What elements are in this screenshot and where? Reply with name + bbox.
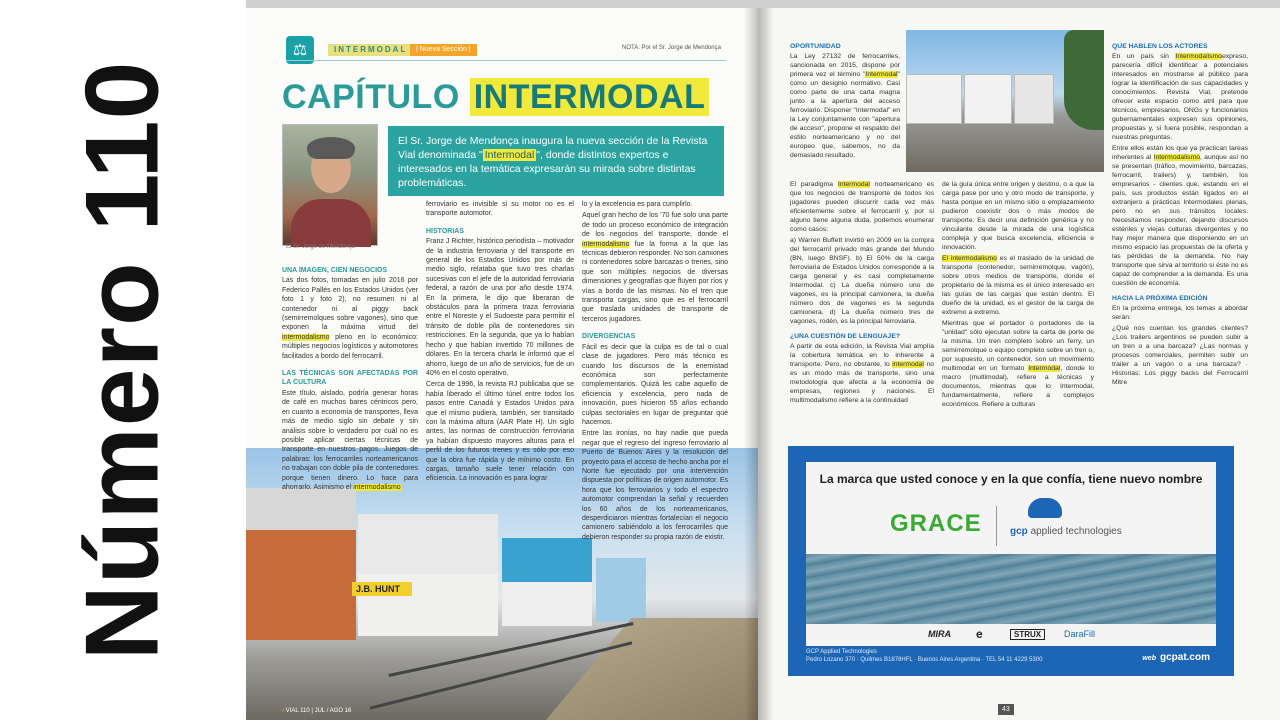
- container-blue: [502, 538, 592, 582]
- gcp-logo: [1010, 526, 1122, 537]
- ad-brand-strip: [806, 624, 1216, 646]
- highlight: Intermodalismo: [1175, 53, 1222, 60]
- heading: QUE HABLEN LOS ACTORES: [1112, 43, 1208, 50]
- left-column-2: [426, 200, 574, 486]
- container-top-left: [246, 488, 356, 532]
- brand-darafill: DaraFill: [1064, 629, 1096, 639]
- author-photo-hair: [307, 137, 355, 159]
- paragraph: [282, 276, 418, 361]
- container-distant: [596, 558, 646, 622]
- paragraph: [1112, 52, 1248, 142]
- chapter-title-prefix: CAPÍTULO: [282, 78, 460, 116]
- ad-divider: [996, 506, 997, 546]
- web-label: web: [1142, 655, 1156, 662]
- paragraph: [1112, 144, 1248, 288]
- ad-website[interactable]: [1142, 652, 1214, 663]
- paragraph: de la guía única entre origen y destino, o a que la carga pase por uno y otro modo de transporte, y hasta porque en un mismo sitio o emplazamiento pudieron coexistir dos o más modos de transporte. Es decir una definición genérica y no vinculante desde la mirada de una logística compleja y que busca excelencia, eficiencia e innovación.: [942, 181, 1094, 251]
- text: es el traslado de la unidad de transporte (contenedor, semirremolque, vagón), sobre otros medios de transporte, donde el propietario de la misma es el único interesado en las guías de las cargas que están dentro. El dueño de la unidad, es el gestor de la carga de extremo a extremo.: [942, 255, 1094, 316]
- paragraph: En la próxima entrega, los temas a abordar serán:: [1112, 305, 1248, 321]
- issue-number-label: [0, 0, 246, 720]
- issue-number-text: Número 110: [64, 60, 181, 660]
- highlight: intermodalismo: [353, 483, 401, 491]
- paragraph: [790, 52, 900, 160]
- text: , aunque así no se presentan (tráfico, movimiento, barcazas, ferrocarril, trailers) y, también, los empresarios - clientes que, estando en el país, sus productos están ligados en el extranjero a prácticas Intermodales plenas, pero no en sus tránsitos locales. Necesitamos responder, dejando discursos estériles y viejas culturas divergentes y no hay mejor manera que disponiendo en un mismo espacio las propuestas de la oferta y las pérdidas de la demanda. No hay transporte que sirva al territorio si éste no es capaz de comprender a la demanda. Es una cuestión de economía.: [1112, 154, 1248, 287]
- heading: OPORTUNIDAD: [790, 43, 841, 50]
- text: no es un modo más de transporte, sino una metodología que afecta a la economía de empresas, regiones y naciones. El multimodalismo refiere a la continuidad: [790, 361, 935, 404]
- gcp-wave-icon: [1028, 498, 1062, 518]
- new-section-badge: | Nueva Sección |: [410, 44, 477, 56]
- text: norteamericano es que los negocios de transporte de todos los jugadores pueden discurrir cada vez más eficientemente sobre el ferrocarril y, por si alguno tiene alguna duda, podemos enumerar como casos:: [790, 181, 934, 233]
- intro-box: [388, 126, 724, 196]
- trailer: [906, 74, 962, 124]
- grace-logo: GRACE: [890, 510, 982, 537]
- paragraph: ferroviario es invisible si su motor no es el transporte automotor.: [426, 201, 574, 218]
- advertisement[interactable]: [788, 446, 1234, 676]
- brand-strux: STRUX: [1010, 629, 1045, 640]
- paragraph: [582, 211, 728, 324]
- text: , donde lo macro (multimodal), refiere a técnicas y documentos, mientras que lo Intermodal, fundamentalmente, refiere a complejos económicos. Refiere a culturas: [942, 365, 1094, 408]
- paragraph: [790, 342, 934, 405]
- text: El paradigma: [790, 181, 833, 188]
- right-page: [758, 8, 1280, 720]
- text: La Ley 27132 de ferrocarriles, sancionada en 2015, dispone por primera vez el término ": [790, 53, 900, 78]
- right-column-3: [942, 180, 1094, 411]
- text: " como un designio normativo. Casi como parte de una carta magna junto a la apertura del acceso ferroviario. Disponer "Intermodal" en la Ley conjuntamente con "apertura de acceso", propone el respaldo del estilo norteamericano y no del europeo que, sabemos, no da demasiado resultado.: [790, 71, 900, 159]
- paragraph: ¿Qué nos cuentan los grandes clientes? ¿Los trailers argentinos se pueden subir a un tren o a una barcaza? ¿Las normas y procesos comerciales, permiten subir un trailer a un vagón o a una barcaza? · Historias: Los piggy backs del Ferrocarril Mitre: [1112, 325, 1248, 386]
- highlight: intermodalismo: [582, 240, 630, 248]
- right-column-2: [790, 180, 934, 407]
- right-column-4: [1112, 42, 1248, 389]
- jbhunt-label: J.B. HUNT: [352, 582, 412, 596]
- trailer: [1014, 74, 1054, 124]
- gcp-logo-name: gcp: [1010, 526, 1028, 537]
- highlight: Intermodal: [837, 181, 870, 188]
- paragraph: lo y la excelencia es para cumplirlo.: [582, 201, 693, 208]
- highlight: intermodalismo: [282, 333, 330, 341]
- intro-highlight: Intermodal: [484, 149, 535, 161]
- left-column-1: [282, 266, 418, 494]
- paragraph: [282, 389, 418, 492]
- heading: LAS TÉCNICAS SON AFECTADAS POR LA CULTURA: [282, 370, 418, 387]
- highlight: Intermodal: [1028, 365, 1061, 372]
- text: Entre ellos están los que ya practican tareas inherentes al: [1112, 145, 1248, 161]
- text: fue la forma a la que las técnicas debieron responder. No son camiones ni contenedores sobre barcazas o trenes, sino que son múltiples negocios de diversas dimensiones y geografías que fluyen por ríos y vías a bordo de las mismas. No el tren que transporta cargas, sino que es el ferrocarril que traslada unidades de transporte de terceros jugadores.: [582, 240, 728, 323]
- container-orange: [246, 530, 356, 640]
- section-tag: INTERMODAL: [328, 44, 413, 56]
- paragraph: [942, 319, 1094, 409]
- paragraph: a) Warren Buffett invirtió en 2009 en la compra del ferrocarril privado más grande del Mundo (BN, luego BNSF). b) El 50% de la carga ferroviaria de Estados Unidos corresponde a la carga general y es casi completamente Intermodal. c) La dueña número uno de vagones, es la principal camionera, la dueña número dos de vagones es la segunda camionera. d) La dueña número tres de vagones, rodén, es la principal ferroviaria.: [790, 237, 934, 325]
- author-photo: [282, 124, 378, 246]
- heading: ¿UNA CUESTIÓN DE LENGUAJE?: [790, 333, 901, 340]
- text: Este título, aislado, podría generar horas de café en muchos bares céntricos pero, en cuanto a economía de transportes, lleva más de medio siglo sin debate y sin análisis sobre lo verdadero por cuál no es posible aplicar ciertas técnicas de transporte en nuestros pagos. Juegos de palabras: los ferrocarriles norteamericanos no trabajan con doble pila de contenedores porque tienen dinero. Lo hace para ahorrarlo. Asimismo el: [282, 389, 418, 491]
- ad-contact-line: GCP Applied Technologies: [806, 649, 877, 655]
- web-url: gcpat.com: [1159, 652, 1210, 663]
- text: expreso, parecería difícil identificar a potenciales interesados en mostrarse al público para lograr la identificación de sus capacidades y conocimientos. Revista Vial, pretende ofrecer este espacio como atril para que técnicos, empresarios, ONGs y funcionarios gubernamentales expresen sus opiniones, propuestas y, si fuera posible, respondan a nuestras preguntas.: [1112, 53, 1249, 141]
- highlight: intermodal: [892, 361, 924, 368]
- left-column-3: [582, 200, 728, 544]
- paragraph: Franz J Richter, histórico periodista – motivador de la industria ferroviaria y del transporte en general de los Estados Unidos por más de medio siglo, relataba que tuvo tres charlas sucesivas con el jefe de la autoridad ferroviaria federal, a razón de una por año desde 1974. En la primera, le dijo que liberaran de obstáculos para la primera traza ferroviaria entre el Noreste y el Sudoeste para permitir el tránsito de doble pila de contenedores sin restricciones. En la segunda, que ya lo habían hecho y que habían invertido 70 millones de dólares. En la tercera charla le informó que el ahorro, luego de un año de servicios, fue de un 40% en el costo operativo.: [426, 238, 574, 377]
- paragraph: Entre las ironías, no hay nadie que pueda negar que el regreso del ingreso ferroviario al Puerto de Buenos Aires y la resolución del proyecto para el acceso de hecho ancha por el Norte fue ejecutado por una intervención dispuesta por políticas de origen automotor. Es hora que los ferroviarios y todo el espectro automotor comprendan la señal y recuerden los 60 años de los norteamericanos, desperdiciaron mientras fortalecían el negocio camionero sabiéndolo a los ferrocarriles que debieron responder su propia razón de existir.: [582, 430, 728, 541]
- gcp-logo-tail: applied technologies: [1030, 526, 1122, 537]
- right-column-1: [790, 42, 900, 162]
- paragraph: Cerca de 1996, la revista RJ publicaba que se había liberado el último túnel entre todos los pasos entre Canadá y Estados Unidos para que el mismo pudiera, también, ser transitado con la máxima altura (AAR Plate H). Un siglo antes, las normas de construcción ferroviaria ya habían dispuesto mayores alturas para el perfil de los futuros trenes y es sólo por eso que la obra fue rápida y de mínimo costo. En cargas, tamaño suele tener relación con eficiencia. La innovación es para lograr: [426, 381, 574, 483]
- paragraph: Fácil es decir que la culpa es de tal o cual clase de jugadores. Pero más técnico es cuando los discursos de la enemistad económica son perfectamente complementarios. Quizá les cabe aquello de eficiencia y excelencia, pero nada de innovación, pues hicieron 55 años echando culpas sectoriales en lugar de preguntar qué hacemos.: [582, 343, 728, 426]
- page-footer: › VIAL 110 | JUL / AGO 16: [282, 708, 352, 714]
- highlight: Intermodalismo: [1153, 154, 1201, 161]
- photo-caption: El Sr. Jorge de Mendonça: [286, 244, 356, 250]
- intro-text-start: El Sr. Jorge de Mendonça inaugura la nueva sección de la Revista Vial denominada ": [398, 135, 708, 161]
- trailer: [964, 74, 1012, 124]
- ad-water-image: [806, 554, 1216, 624]
- author-note: NOTA: Por el Sr. Jorge de Mendonça: [622, 45, 721, 51]
- magazine-spread: [246, 0, 1280, 720]
- ad-contact-line: Pedro Lozano 370 · Quilmes B1878HFL · Buenos Aires Argentina · TEL 54 11 4229 5300: [806, 657, 1043, 663]
- author-photo-shirt: [291, 199, 371, 247]
- text: Las dos fotos, tomadas en julio 2016 por Federico Pallés en los Estados Unidos (ver foto 1 y foto 2), no resumen ni al contenedor ni al piggy back (semirremolques sobre vagones), sino que exponen la máxima virtud del: [282, 277, 418, 332]
- heading: UNA IMAGEN, CIEN NEGOCIOS: [282, 267, 388, 274]
- footer-text: VIAL 110 | JUL / AGO 16: [285, 708, 352, 714]
- heading: DIVERGENCIAS: [582, 333, 636, 341]
- paragraph: [790, 180, 934, 234]
- chapter-title-highlight: INTERMODAL: [470, 78, 710, 116]
- left-page: [246, 8, 760, 720]
- intro-text-end: ", donde distintos expertos e interesados en la temática expresarán su mirada sobre distintas problemáticas.: [398, 149, 696, 189]
- tree: [1064, 30, 1104, 130]
- chapter-title: [282, 78, 709, 117]
- page-number: 43: [998, 704, 1014, 715]
- ad-panel: [806, 462, 1216, 624]
- heading: HACIA LA PRÓXIMA EDICIÓN: [1112, 295, 1208, 302]
- heading: HISTORIAS: [426, 227, 464, 235]
- highlight: El intermodalismo: [942, 255, 997, 262]
- ad-headline: La marca que usted conoce y en la que confía, tiene nuevo nombre: [819, 472, 1203, 486]
- brand-e: e: [976, 627, 983, 641]
- brand-mira: MIRA: [928, 629, 951, 639]
- right-train-photo: [906, 30, 1104, 172]
- text: A partir de esta edición, la Revista Vial amplía la cobertura temática en lo inherente a transporte. Pero, no obstante, lo: [790, 343, 934, 368]
- text: En un país sin: [1112, 53, 1169, 60]
- text: pleno en lo económico: múltiples negocios logísticos y automotores facilitados a bordo del ferrocarril.: [282, 333, 418, 360]
- header-divider: [286, 60, 726, 61]
- paragraph: [942, 254, 1094, 317]
- text: Aquel gran hecho de los '70 fue solo una parte de todo un proceso económico de integración de los negocios del transporte, donde el: [582, 212, 728, 239]
- container-white-far: [502, 582, 592, 626]
- text: Mientras que el portador o portadores de la "unidad" sólo ejecutan sobre la carta de porte de la misma. Un tren completo sobre un ferry, un semirremolque o equipo completo sobre un tren o, por supuesto, un contenedor, son un movimiento multimodal en un formato: [942, 320, 1094, 372]
- container-white-top: [358, 514, 498, 574]
- highlight: Intermodal: [865, 71, 898, 78]
- section-logo-icon: ⚖: [286, 36, 314, 64]
